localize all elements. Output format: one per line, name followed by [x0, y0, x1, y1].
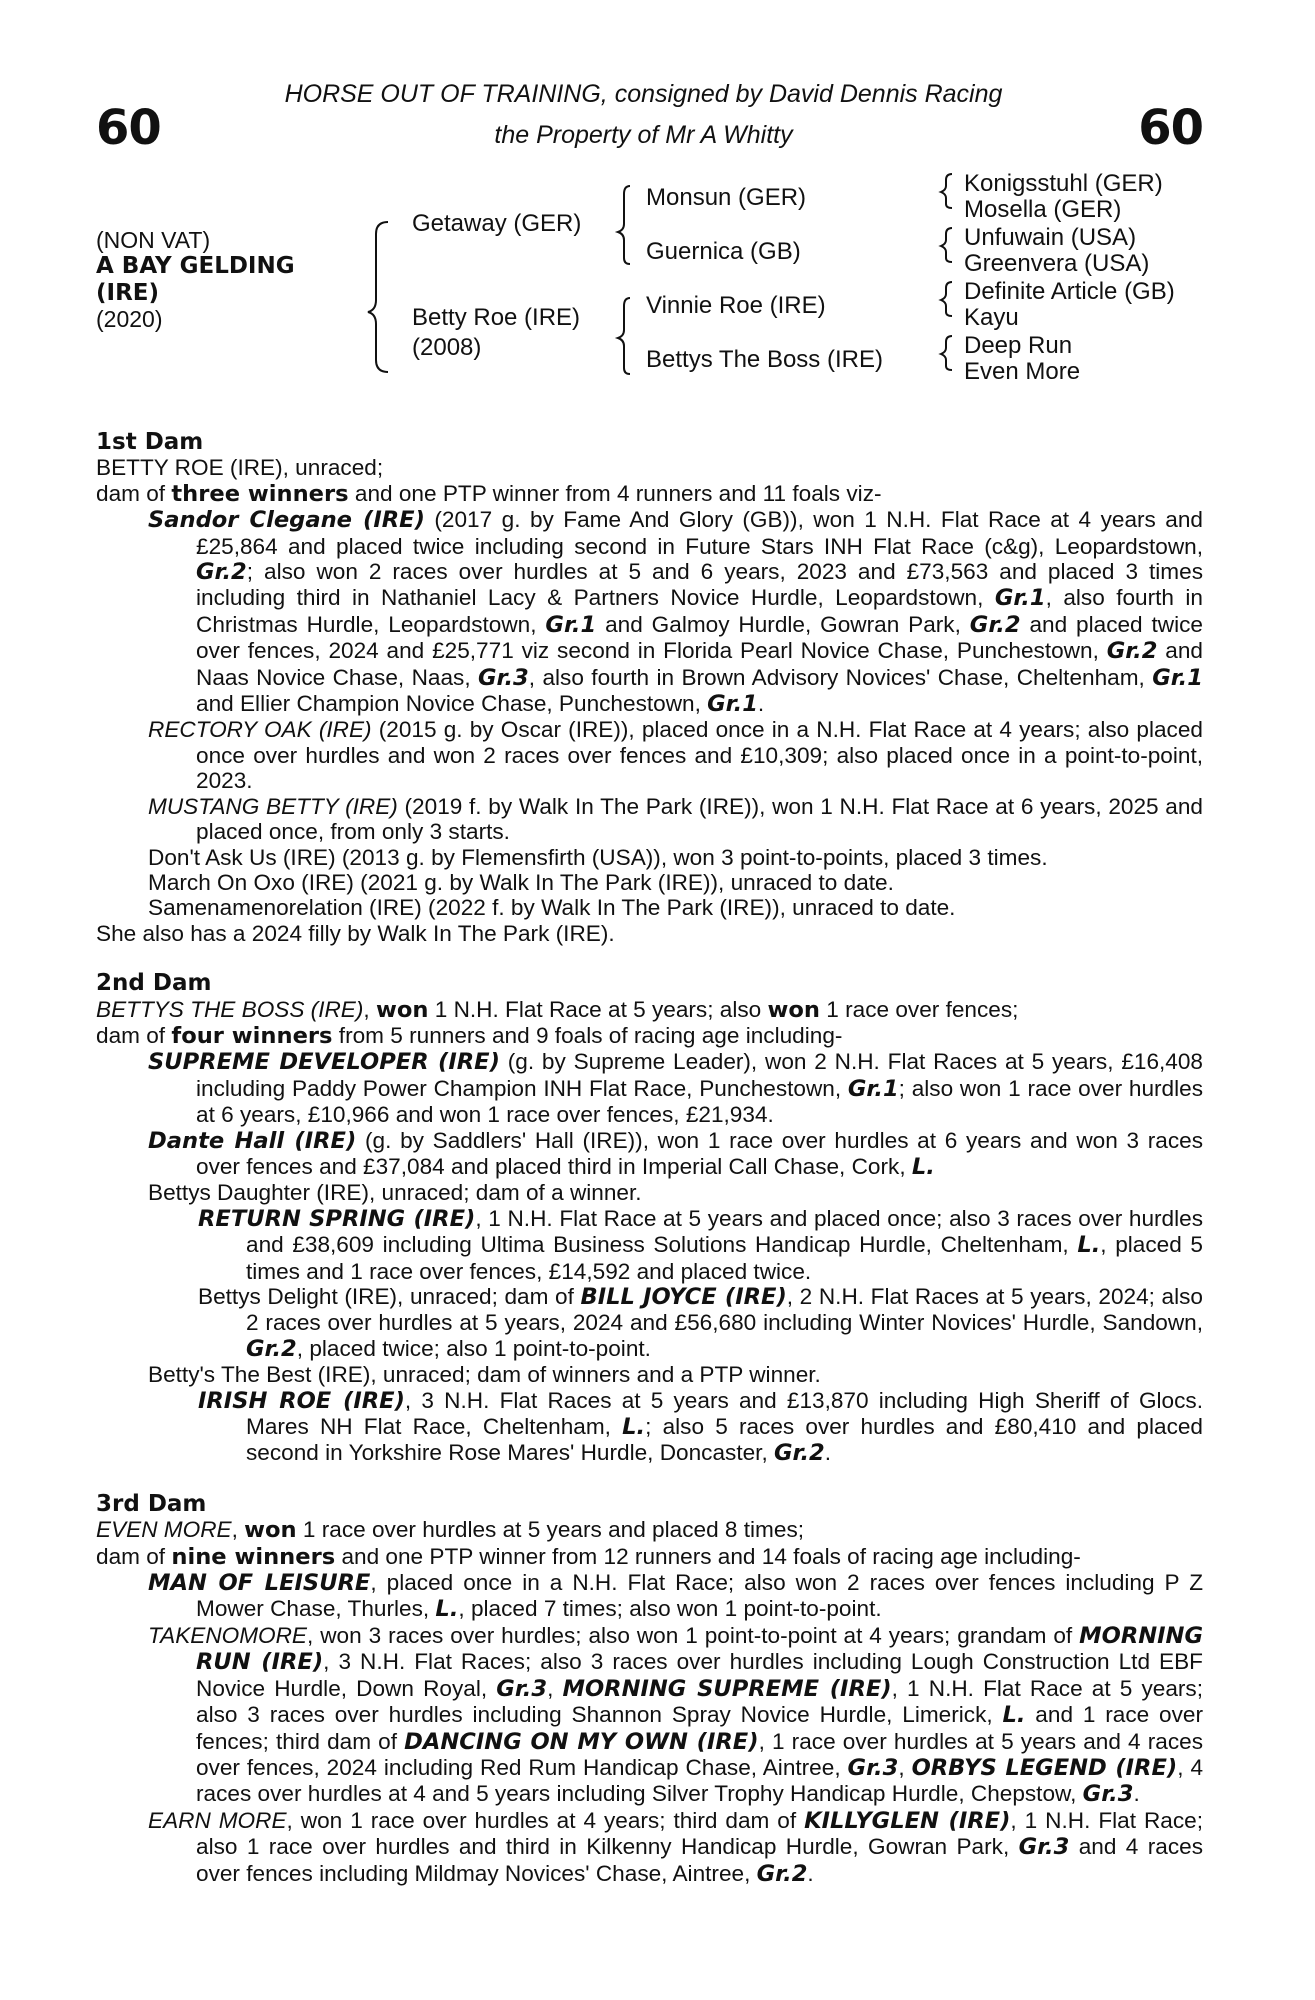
vat-status: (NON VAT) [96, 227, 211, 253]
horse-year: (2020) [96, 306, 163, 332]
sire-dam: Guernica (GB) [646, 238, 801, 265]
man-of-leisure-entry: MAN OF LEISURE, placed once in a N.H. Flat Race; also won 2 races over fences including P Z Mower Chase, Thurles, L., placed 7 times; also won 1 point-to-point. [148, 1570, 1203, 1623]
first-dam-line: BETTY ROE (IRE), unraced; [96, 455, 384, 481]
first-dam-produce-line: dam of three winners and one PTP winner from 4 runners and 11 foals viz- [96, 480, 882, 507]
grandparent-8: Even More [964, 358, 1081, 385]
dam-dam: Bettys The Boss (IRE) [646, 346, 883, 373]
third-dam-heading: 3rd Dam [96, 1490, 207, 1517]
first-dam-heading: 1st Dam [96, 429, 204, 455]
horse-description: A BAY GELDING [96, 253, 295, 279]
second-dam-heading: 2nd Dam [96, 970, 212, 997]
lot-number-right: 60 [1138, 100, 1203, 156]
dam-sire: Vinnie Roe (IRE) [646, 292, 826, 319]
bettys-the-best-entry: Betty's The Best (IRE), unraced; dam of winners and a PTP winner. [148, 1362, 821, 1388]
grandparent-2: Mosella (GER) [964, 196, 1122, 223]
mustang-betty-entry: MUSTANG BETTY (IRE) (2019 f. by Walk In The Park (IRE)), won 1 N.H. Flat Race at 6 years, 2025 and placed once, from only 3 starts. [148, 793, 1203, 845]
property-line: the Property of Mr A Whitty [494, 121, 793, 149]
earn-more-entry: EARN MORE, won 1 race over hurdles at 4 years; third dam of KILLYGLEN (IRE), 1 N.H. Flat Race; also 1 race over hurdles and third in Kilkenny Handicap Hurdle, Gowran Park, Gr.3 and 4 races over fences including Mildmay Novices' Chase, Aintree, Gr.2. [148, 1807, 1203, 1887]
grandparent-6: Kayu [964, 304, 1019, 331]
sandor-clegane-entry: Sandor Clegane (IRE) (2017 g. by Fame And Glory (GB)), won 1 N.H. Flat Race at 4 years and £25,864 and placed twice including second in Future Stars INH Flat Race (c&g), Leopardstown, Gr.2; also won 2 races over hurdles at 5 and 6 years, 2023 and £73,563 and placed 3 times including third in Nathaniel Lacy & Partners Novice Hurdle, Leopardstown, Gr.1, also fourth in Christmas Hurdle, Leopardstown, Gr.1 and Galmoy Hurdle, Gowran Park, Gr.2 and placed twice over fences, 2024 and £25,771 viz second in Florida Pearl Novice Chase, Punchestown, Gr.2 and Naas Novice Chase, Naas, Gr.3, also fourth in Brown Advisory Novices' Chase, Cheltenham, Gr.1 and Ellier Champion Novice Chase, Punchestown, Gr.1. [148, 507, 1203, 718]
dont-ask-us-entry: Don't Ask Us (IRE) (2013 g. by Flemensfirth (USA)), won 3 point-to-points, placed 3 times. [148, 844, 1048, 870]
sire-sire: Monsun (GER) [646, 184, 807, 211]
catalogue-body [96, 430, 1203, 1887]
rectory-oak-entry: RECTORY OAK (IRE) (2015 g. by Oscar (IRE)), placed once in a N.H. Flat Race at 4 years; also placed once over hurdles and won 2 races over fences and £10,309; also placed once in a point-to-point, 2023. [148, 717, 1203, 794]
grandparent-7: Deep Run [964, 332, 1073, 359]
samenamenorelation-entry: Samenamenorelation (IRE) (2022 f. by Walk In The Park (IRE)), unraced to date. [148, 895, 956, 921]
march-on-oxo-entry: March On Oxo (IRE) (2021 g. by Walk In The Park (IRE)), unraced to date. [148, 869, 894, 895]
takenomore-entry: TAKENOMORE, won 3 races over hurdles; also won 1 point-to-point at 4 years; grandam of MORNING RUN (IRE), 3 N.H. Flat Races; also 3 races over hurdles including Lough Construction Ltd EBF Novice Hurdle, Down Royal, Gr.3, MORNING SUPREME (IRE), 1 N.H. Flat Race at 5 years; also 3 races over hurdles including Shannon Spray Novice Hurdle, Limerick, L. and 1 race over fences; third dam of DANCING ON MY OWN (IRE), 1 race over hurdles at 5 years and 4 races over fences, 2024 including Red Rum Handicap Chase, Aintree, Gr.3, ORBYS LEGEND (IRE), 4 races over hurdles at 4 and 5 years including Silver Trophy Handicap Hurdle, Chepstow, Gr.3. [148, 1622, 1204, 1808]
third-dam-line: EVEN MORE, won 1 race over hurdles at 5 years and placed 8 times; [96, 1517, 805, 1544]
sire-name: Getaway (GER) [412, 210, 582, 237]
lot-number-left: 60 [96, 100, 161, 156]
second-dam-produce-line: dam of four winners from 5 runners and 9 foals of racing age including- [96, 1022, 843, 1049]
irish-roe-entry: IRISH ROE (IRE), 3 N.H. Flat Races at 5 years and £13,870 including High Sheriff of Glocs. Mares NH Flat Race, Cheltenham, L.; also 5 races over hurdles and £80,410 and placed second in Yorkshire Rose Mares' Hurdle, Doncaster, Gr.2. [198, 1387, 1203, 1467]
third-dam-produce-line: dam of nine winners and one PTP winner from 12 runners and 14 foals of racing age including- [96, 1543, 1081, 1570]
grandparent-1: Konigsstuhl (GER) [964, 170, 1163, 197]
return-spring-entry: RETURN SPRING (IRE), 1 N.H. Flat Race at 5 years and placed once; also 3 races over hurdles and £38,609 including Ultima Business Solutions Handicap Hurdle, Cheltenham, L., placed 5 times and 1 race over fences, £14,592 and placed twice. [198, 1205, 1204, 1284]
horse-origin: (IRE) [96, 280, 160, 306]
dam-name: Betty Roe (IRE) [412, 304, 581, 331]
consignor-line: HORSE OUT OF TRAINING, consigned by David Dennis Racing [284, 80, 1003, 108]
grandparent-5: Definite Article (GB) [964, 278, 1175, 305]
dam-year: (2008) [412, 334, 482, 361]
bettys-delight-entry: Bettys Delight (IRE), unraced; dam of BILL JOYCE (IRE), 2 N.H. Flat Races at 5 years, 2024; also 2 races over hurdles at 5 years, 2024 and £56,680 including Winter Novices' Hurdle, Sandown, Gr.2, placed twice; also 1 point-to-point. [198, 1284, 1203, 1362]
second-dam-line: BETTYS THE BOSS (IRE), won 1 N.H. Flat Race at 5 years; also won 1 race over fences; [96, 996, 1019, 1023]
grandparent-3: Unfuwain (USA) [964, 224, 1137, 251]
supreme-developer-entry: SUPREME DEVELOPER (IRE) (g. by Supreme Leader), won 2 N.H. Flat Races at 5 years, £16,408 including Paddy Power Champion INH Flat Race, Punchestown, Gr.1; also won 1 race over hurdles at 6 years, £10,966 and won 1 race over fences, £21,934. [148, 1049, 1203, 1128]
grandparent-4: Greenvera (USA) [964, 250, 1150, 277]
dante-hall-entry: Dante Hall (IRE) (g. by Saddlers' Hall (IRE)), won 1 race over hurdles at 6 years and won 3 races over fences and £37,084 and placed third in Imperial Call Chase, Cork, L. [148, 1127, 1203, 1180]
filly-note: She also has a 2024 filly by Walk In The Park (IRE). [96, 920, 615, 946]
bettys-daughter-entry: Bettys Daughter (IRE), unraced; dam of a winner. [148, 1180, 642, 1206]
